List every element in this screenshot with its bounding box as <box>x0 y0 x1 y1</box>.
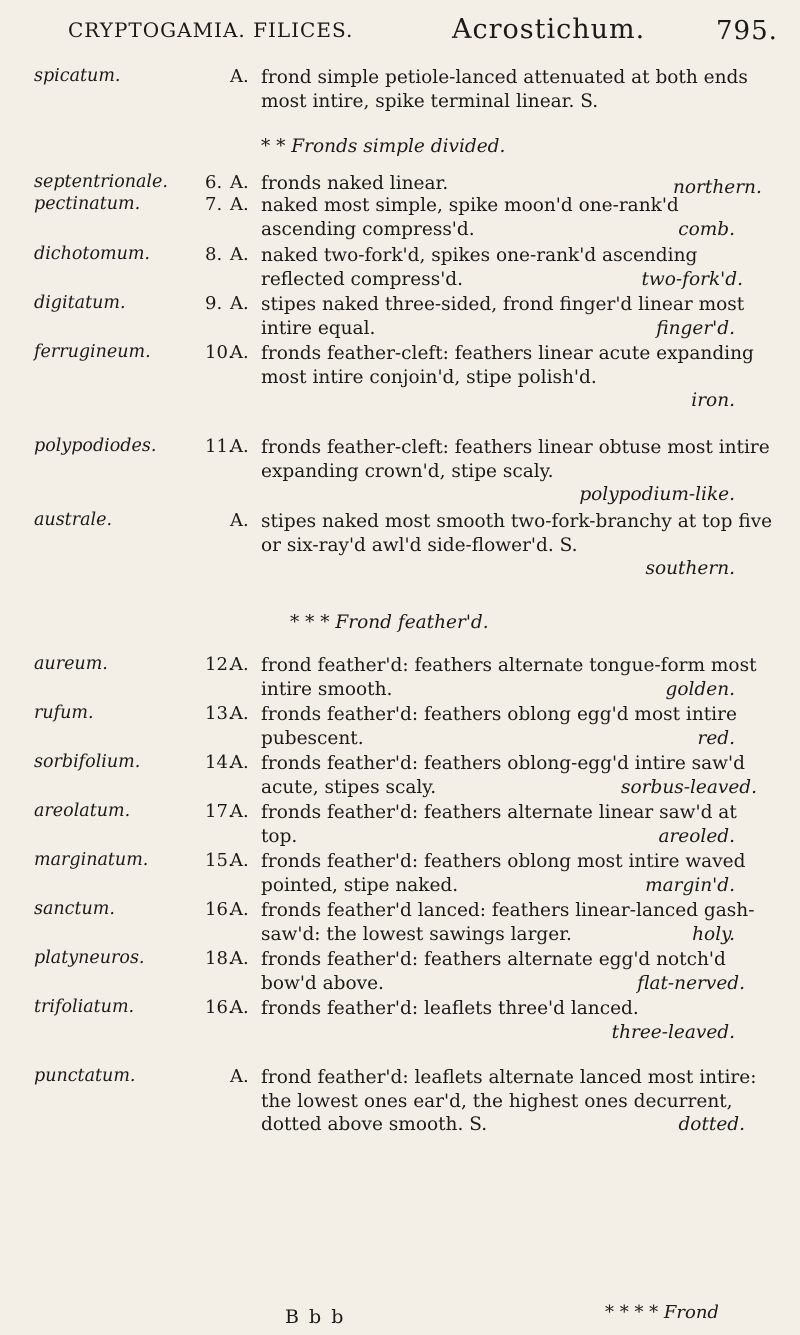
entry-number: 15. <box>205 850 234 871</box>
entry-description: naked most simple, spike moon'd one-rank'd ascending compress'd. comb. <box>261 195 735 240</box>
common-name: southern. <box>645 558 735 579</box>
species-name: areolatum. <box>34 801 131 821</box>
genus-letter: A. <box>230 752 249 773</box>
entry-number: 12. <box>205 654 234 675</box>
genus-letter: A. <box>230 703 249 724</box>
common-name: golden. <box>665 678 735 700</box>
entry-number: 14. <box>205 752 234 773</box>
common-name: polypodium-like. <box>579 484 735 505</box>
common-name: northern. <box>673 177 762 198</box>
entry-description: fronds feather'd: feathers oblong-egg'd intire saw'd acute, stipes scaly. sorbus-leaved. <box>261 753 757 798</box>
entry-number: 9. <box>205 293 223 314</box>
signature-mark: B b b <box>285 1306 346 1328</box>
common-name: comb. <box>678 218 735 240</box>
entry-number: 10. <box>205 342 234 363</box>
genus-letter: A. <box>230 293 249 314</box>
entry-description: fronds feather'd: feathers oblong egg'd most intire pubescent. red. <box>261 704 737 749</box>
common-name: three-leaved. <box>611 1021 735 1043</box>
genus-letter: A. <box>230 510 249 531</box>
entry-number: 11. <box>205 436 234 457</box>
genus-letter: A. <box>230 194 249 215</box>
entry-description: fronds feather-cleft: feathers linear acute expanding most intire conjoin'd, stipe polish'd. iron. <box>261 342 775 413</box>
common-name: flat-nerved. <box>637 972 745 994</box>
species-name: punctatum. <box>34 1066 136 1086</box>
entry-number: 16. <box>205 899 234 920</box>
genus-letter: A. <box>230 948 249 969</box>
species-name: ferrugineum. <box>34 342 151 362</box>
genus-letter: A. <box>230 801 249 822</box>
entry-number: 7. <box>205 194 223 215</box>
species-name: septentrionale. <box>34 172 168 192</box>
species-name: spicatum. <box>34 66 121 86</box>
entry-number: 8. <box>205 244 223 265</box>
entry-number: 18. <box>205 948 234 969</box>
common-name: sorbus-leaved. <box>621 776 757 798</box>
entry-description: fronds naked linear. northern. <box>261 173 762 198</box>
entry-description: fronds feather-cleft: feathers linear obtuse most intire expanding crown'd, stipe scaly. polypodium-like. <box>261 436 775 507</box>
genus-letter: A. <box>230 172 249 193</box>
genus-letter: A. <box>230 1066 249 1087</box>
entry-description: fronds feather'd: feathers alternate egg'd notch'd bow'd above. flat-nerved. <box>261 949 745 994</box>
species-name: sanctum. <box>34 899 115 919</box>
entry-description: fronds feather'd: feathers alternate linear saw'd at top. areoled. <box>261 802 737 847</box>
entry-number: 17. <box>205 801 234 822</box>
species-name: dichotomum. <box>34 244 150 264</box>
catchword: * * * * Frond <box>605 1302 719 1323</box>
species-name: australe. <box>34 510 113 530</box>
entry-description: frond feather'd: leaflets alternate lanced most intire: the lowest ones ear'd, the highest ones decurrent, dotted above smooth. S. dotted. <box>261 1067 757 1135</box>
genus-letter: A. <box>230 66 249 87</box>
species-name: sorbifolium. <box>34 752 141 772</box>
genus-letter: A. <box>230 654 249 675</box>
species-name: platyneuros. <box>34 948 145 968</box>
genus-letter: A. <box>230 997 249 1018</box>
common-name: holy. <box>692 923 735 945</box>
genus-letter: A. <box>230 850 249 871</box>
section-heading-feathered: * * * Frond feather'd. <box>290 612 489 633</box>
header-title: Acrostichum. <box>452 14 646 45</box>
common-name: margin'd. <box>645 874 735 896</box>
entry-number: 6. <box>205 172 223 193</box>
entry-description: naked two-fork'd, spikes one-rank'd ascending reflected compress'd. two-fork'd. <box>261 245 743 290</box>
species-name: marginatum. <box>34 850 149 870</box>
entry-description: fronds feather'd: feathers oblong most intire waved pointed, stipe naked. margin'd. <box>261 851 746 896</box>
common-name: iron. <box>691 390 735 411</box>
common-name: dotted. <box>678 1114 745 1135</box>
entry-description: frond simple petiole-lanced attenuated at both ends most intire, spike terminal linear. S. <box>261 67 748 112</box>
running-header <box>60 14 780 48</box>
entry-description: fronds feather'd lanced: feathers linear-lanced gash-saw'd: the lowest sawings larger. holy. <box>261 900 755 945</box>
header-class-genus: CRYPTOGAMIA. FILICES. <box>68 18 354 42</box>
species-name: trifoliatum. <box>34 997 135 1017</box>
common-name: areoled. <box>658 825 735 847</box>
entry-number: 13. <box>205 703 234 724</box>
entry-description: fronds feather'd: leaflets three'd lanced. three-leaved. <box>261 997 775 1044</box>
entry-number: 16. <box>205 997 234 1018</box>
species-name: polypodiodes. <box>34 436 157 456</box>
common-name: red. <box>697 727 735 749</box>
common-name: finger'd. <box>656 317 735 339</box>
species-name: digitatum. <box>34 293 126 313</box>
genus-letter: A. <box>230 342 249 363</box>
entry-description: frond feather'd: feathers alternate tongue-form most intire smooth. golden. <box>261 655 757 700</box>
genus-letter: A. <box>230 244 249 265</box>
entry-description: stipes naked most smooth two-fork-branchy at top five or six-ray'd awl'd side-flower'd. S. southern. <box>261 510 775 581</box>
section-heading-divided: * * Fronds simple divided. <box>261 136 506 157</box>
species-name: rufum. <box>34 703 94 723</box>
species-name: pectinatum. <box>34 194 141 214</box>
genus-letter: A. <box>230 436 249 457</box>
species-name: aureum. <box>34 654 108 674</box>
entry-description: stipes naked three-sided, frond finger'd linear most intire equal. finger'd. <box>261 294 745 339</box>
common-name: two-fork'd. <box>641 268 743 290</box>
page-number: 795. <box>716 16 778 46</box>
genus-letter: A. <box>230 899 249 920</box>
